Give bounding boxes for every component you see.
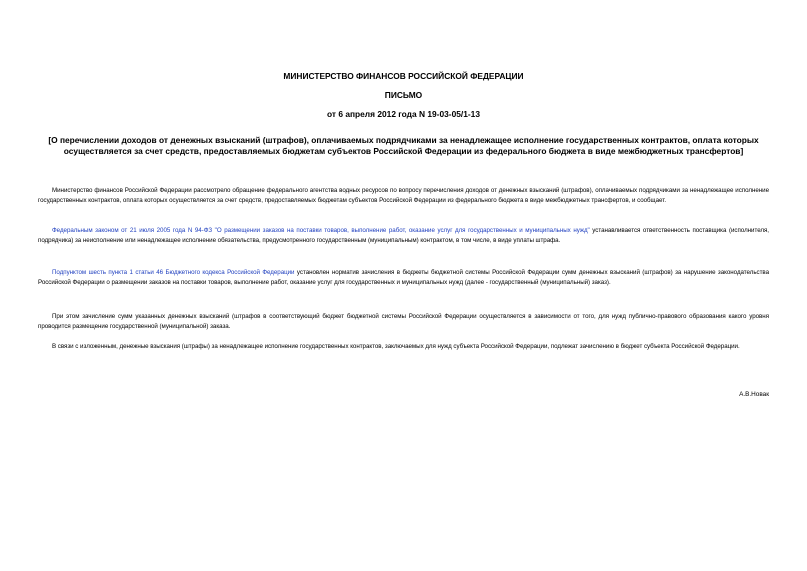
paragraph-2-text: устанавливается ответственность поставщика (исполнителя, подрядчика) за неисполнение или ненадлежащее исполнение обязательства, предусмотренного государственным (муниципальным) контрактом, в том числе, в виде уплаты штрафа.: [38, 227, 769, 245]
paragraph-2: [38, 226, 769, 246]
paragraph-5: В связи с изложенным, денежные взыскания (штрафы) за ненадлежащее исполнение государственных контрактов, заключаемых для нужд субъекта Российской Федерации, подлежат зачислению в бюджет субъекта Российской Федерации.: [52, 343, 740, 350]
document-date-number: от 6 апреля 2012 года N 19-03-05/1-13: [327, 109, 480, 119]
budget-code-article-46-link[interactable]: Подпунктом шесть пункта 1 статьи 46 Бюджетного кодекса Российской Федерации: [52, 269, 295, 276]
paragraph-4: При этом зачисление сумм указанных денежных взысканий (штрафов в соответствующий бюджет бюджетной системы Российской Федерации осуществляется в зависимости от того, для нужд публично-правового образования какого уровня проводится размещение государственной (муниципальной) заказа.: [38, 313, 769, 331]
paragraph-1: Министерство финансов Российской Федерации рассмотрело обращение федерального агентства водных ресурсов по вопросу перечисления доходов от денежных взысканий (штрафов), оплачиваемых подрядчиками за ненадлежащее исполнение государственных контрактов, оплата которых осуществляется за счет средств, предоставляемых бюджетам субъектов Российской Федерации из федерального бюджета в виде межбюджетных трансфертов, и сообщает.: [38, 187, 769, 205]
paragraph-3-text: установлен норматив зачисления в бюджеты бюджетной системы Российской Федерации сумм денежных взысканий (штрафов) за нарушение законодательства Российской Федерации о размещении заказов на поставки товаров, выполнение работ, оказание услуг для государственных и муниципальных нужд (далее - государственный (муниципальный) заказ).: [38, 269, 769, 287]
ministry-title: МИНИСТЕРСТВО ФИНАНСОВ РОССИЙСКОЙ ФЕДЕРАЦИИ: [283, 71, 524, 81]
federal-law-94-fz-link[interactable]: Федеральным законом от 21 июля 2005 года N 94-ФЗ "О размещении заказов на поставки товаров, выполнение работ, оказание услуг для государственных и муниципальных нужд": [52, 227, 590, 234]
document-subject: [О перечислении доходов от денежных взысканий (штрафов), оплачиваемых подрядчиками за ненадлежащее исполнение государственных контрактов, оплата которых осуществляется за счет средств, предоставляемых бюджетам субъектов Российской Федерации из федерального бюджета в виде межбюджетных трансфертов]: [48, 135, 759, 156]
document-type: ПИСЬМО: [384, 90, 423, 100]
paragraph-3: [38, 268, 769, 288]
signature: А.В.Новак: [739, 391, 769, 398]
